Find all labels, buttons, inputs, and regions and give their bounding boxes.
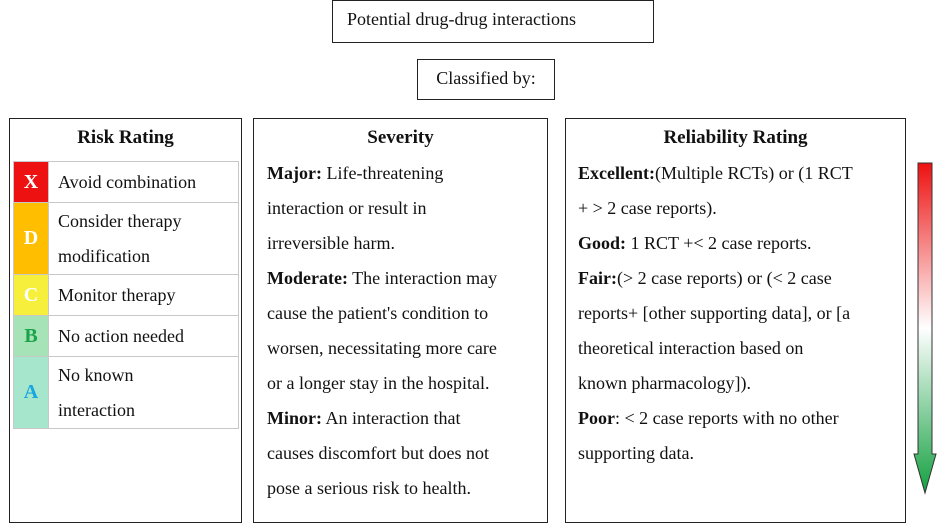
severity-line: [267, 156, 542, 191]
risk-description: [49, 203, 239, 275]
severity-text: irreversible harm.: [267, 233, 395, 253]
reliability-text: 1 RCT +< 2 case reports.: [626, 233, 812, 253]
severity-text: causes discomfort but does not: [267, 443, 489, 463]
severity-line: [267, 261, 542, 296]
reliability-line: [578, 436, 903, 471]
severity-line: [267, 226, 542, 261]
severity-text: The interaction may: [347, 268, 498, 288]
reliability-item: [578, 226, 903, 261]
classified-by-label: Classified by:: [417, 59, 555, 100]
risk-row-a: [14, 357, 239, 429]
risk-description-line: Monitor therapy: [58, 284, 176, 305]
risk-description-line: No action needed: [58, 325, 184, 346]
risk-description-line: No known: [58, 364, 134, 385]
severity-line: [267, 436, 542, 471]
severity-line: [267, 366, 542, 401]
risk-description: [49, 275, 239, 316]
reliability-line: [578, 296, 903, 331]
risk-description-line: Avoid combination: [58, 171, 197, 192]
reliability-text: theoretical interaction based on: [578, 338, 804, 358]
severity-body: [267, 156, 542, 506]
severity-text: worsen, necessitating more care: [267, 338, 497, 358]
risk-letter: A: [14, 357, 49, 429]
diagram-title: Potential drug-drug interactions: [332, 0, 654, 43]
reliability-text: + > 2 case reports).: [578, 198, 717, 218]
reliability-text: reports+ [other supporting data], or [a: [578, 303, 851, 323]
severity-item: [267, 156, 542, 261]
risk-row-c: [14, 275, 239, 316]
reliability-label: Good:: [578, 233, 627, 253]
severity-text: Life-threatening: [321, 163, 444, 183]
reliability-item: [578, 261, 903, 401]
risk-description-line: modification: [58, 245, 150, 266]
risk-description: [49, 316, 239, 357]
gradient-arrow-icon: [913, 162, 937, 495]
risk-description: [49, 162, 239, 203]
severity-line: [267, 401, 542, 436]
reliability-text: : < 2 case reports with no other: [614, 408, 839, 428]
severity-item: [267, 401, 542, 506]
reliability-text: known pharmacology]).: [578, 373, 751, 393]
reliability-text: supporting data.: [578, 443, 694, 463]
severity-text: pose a serious risk to health.: [267, 478, 471, 498]
reliability-text: (Multiple RCTs) or (1 RCT: [654, 163, 853, 183]
severity-heading: Severity: [367, 127, 434, 148]
reliability-line: [578, 191, 903, 226]
reliability-line: [578, 261, 903, 296]
reliability-text: (> 2 case reports) or (< 2 case: [616, 268, 832, 288]
reliability-label: Poor: [578, 408, 615, 428]
risk-letter: D: [14, 203, 49, 275]
severity-line: [267, 471, 542, 506]
severity-label: Major:: [267, 163, 322, 183]
risk-rating-heading: Risk Rating: [77, 127, 174, 148]
risk-description: [49, 357, 239, 429]
severity-text: interaction or result in: [267, 198, 427, 218]
reliability-line: [578, 331, 903, 366]
reliability-line: [578, 156, 903, 191]
severity-label: Moderate:: [267, 268, 348, 288]
risk-letter: B: [14, 316, 49, 357]
severity-item: [267, 261, 542, 401]
severity-label: Minor:: [267, 408, 322, 428]
reliability-body: [578, 156, 903, 471]
severity-line: [267, 296, 542, 331]
severity-line: [267, 191, 542, 226]
severity-line: [267, 331, 542, 366]
risk-rating-table: [13, 161, 239, 429]
reliability-rating-heading: Reliability Rating: [663, 127, 808, 148]
severity-panel: [253, 118, 548, 523]
risk-letter: X: [14, 162, 49, 203]
reliability-item: [578, 156, 903, 226]
reliability-line: [578, 226, 903, 261]
reliability-rating-panel: [565, 118, 906, 523]
reliability-line: [578, 401, 903, 436]
risk-rating-panel: [9, 118, 242, 523]
severity-text: An interaction that: [321, 408, 461, 428]
risk-row-b: [14, 316, 239, 357]
risk-letter: C: [14, 275, 49, 316]
reliability-line: [578, 366, 903, 401]
reliability-label: Fair:: [578, 268, 617, 288]
risk-description-line: Consider therapy: [58, 210, 182, 231]
risk-row-d: [14, 203, 239, 275]
risk-row-x: [14, 162, 239, 203]
reliability-label: Excellent:: [578, 163, 655, 183]
reliability-item: [578, 401, 903, 471]
risk-description-line: interaction: [58, 399, 135, 420]
severity-text: or a longer stay in the hospital.: [267, 373, 490, 393]
severity-text: cause the patient's condition to: [267, 303, 489, 323]
